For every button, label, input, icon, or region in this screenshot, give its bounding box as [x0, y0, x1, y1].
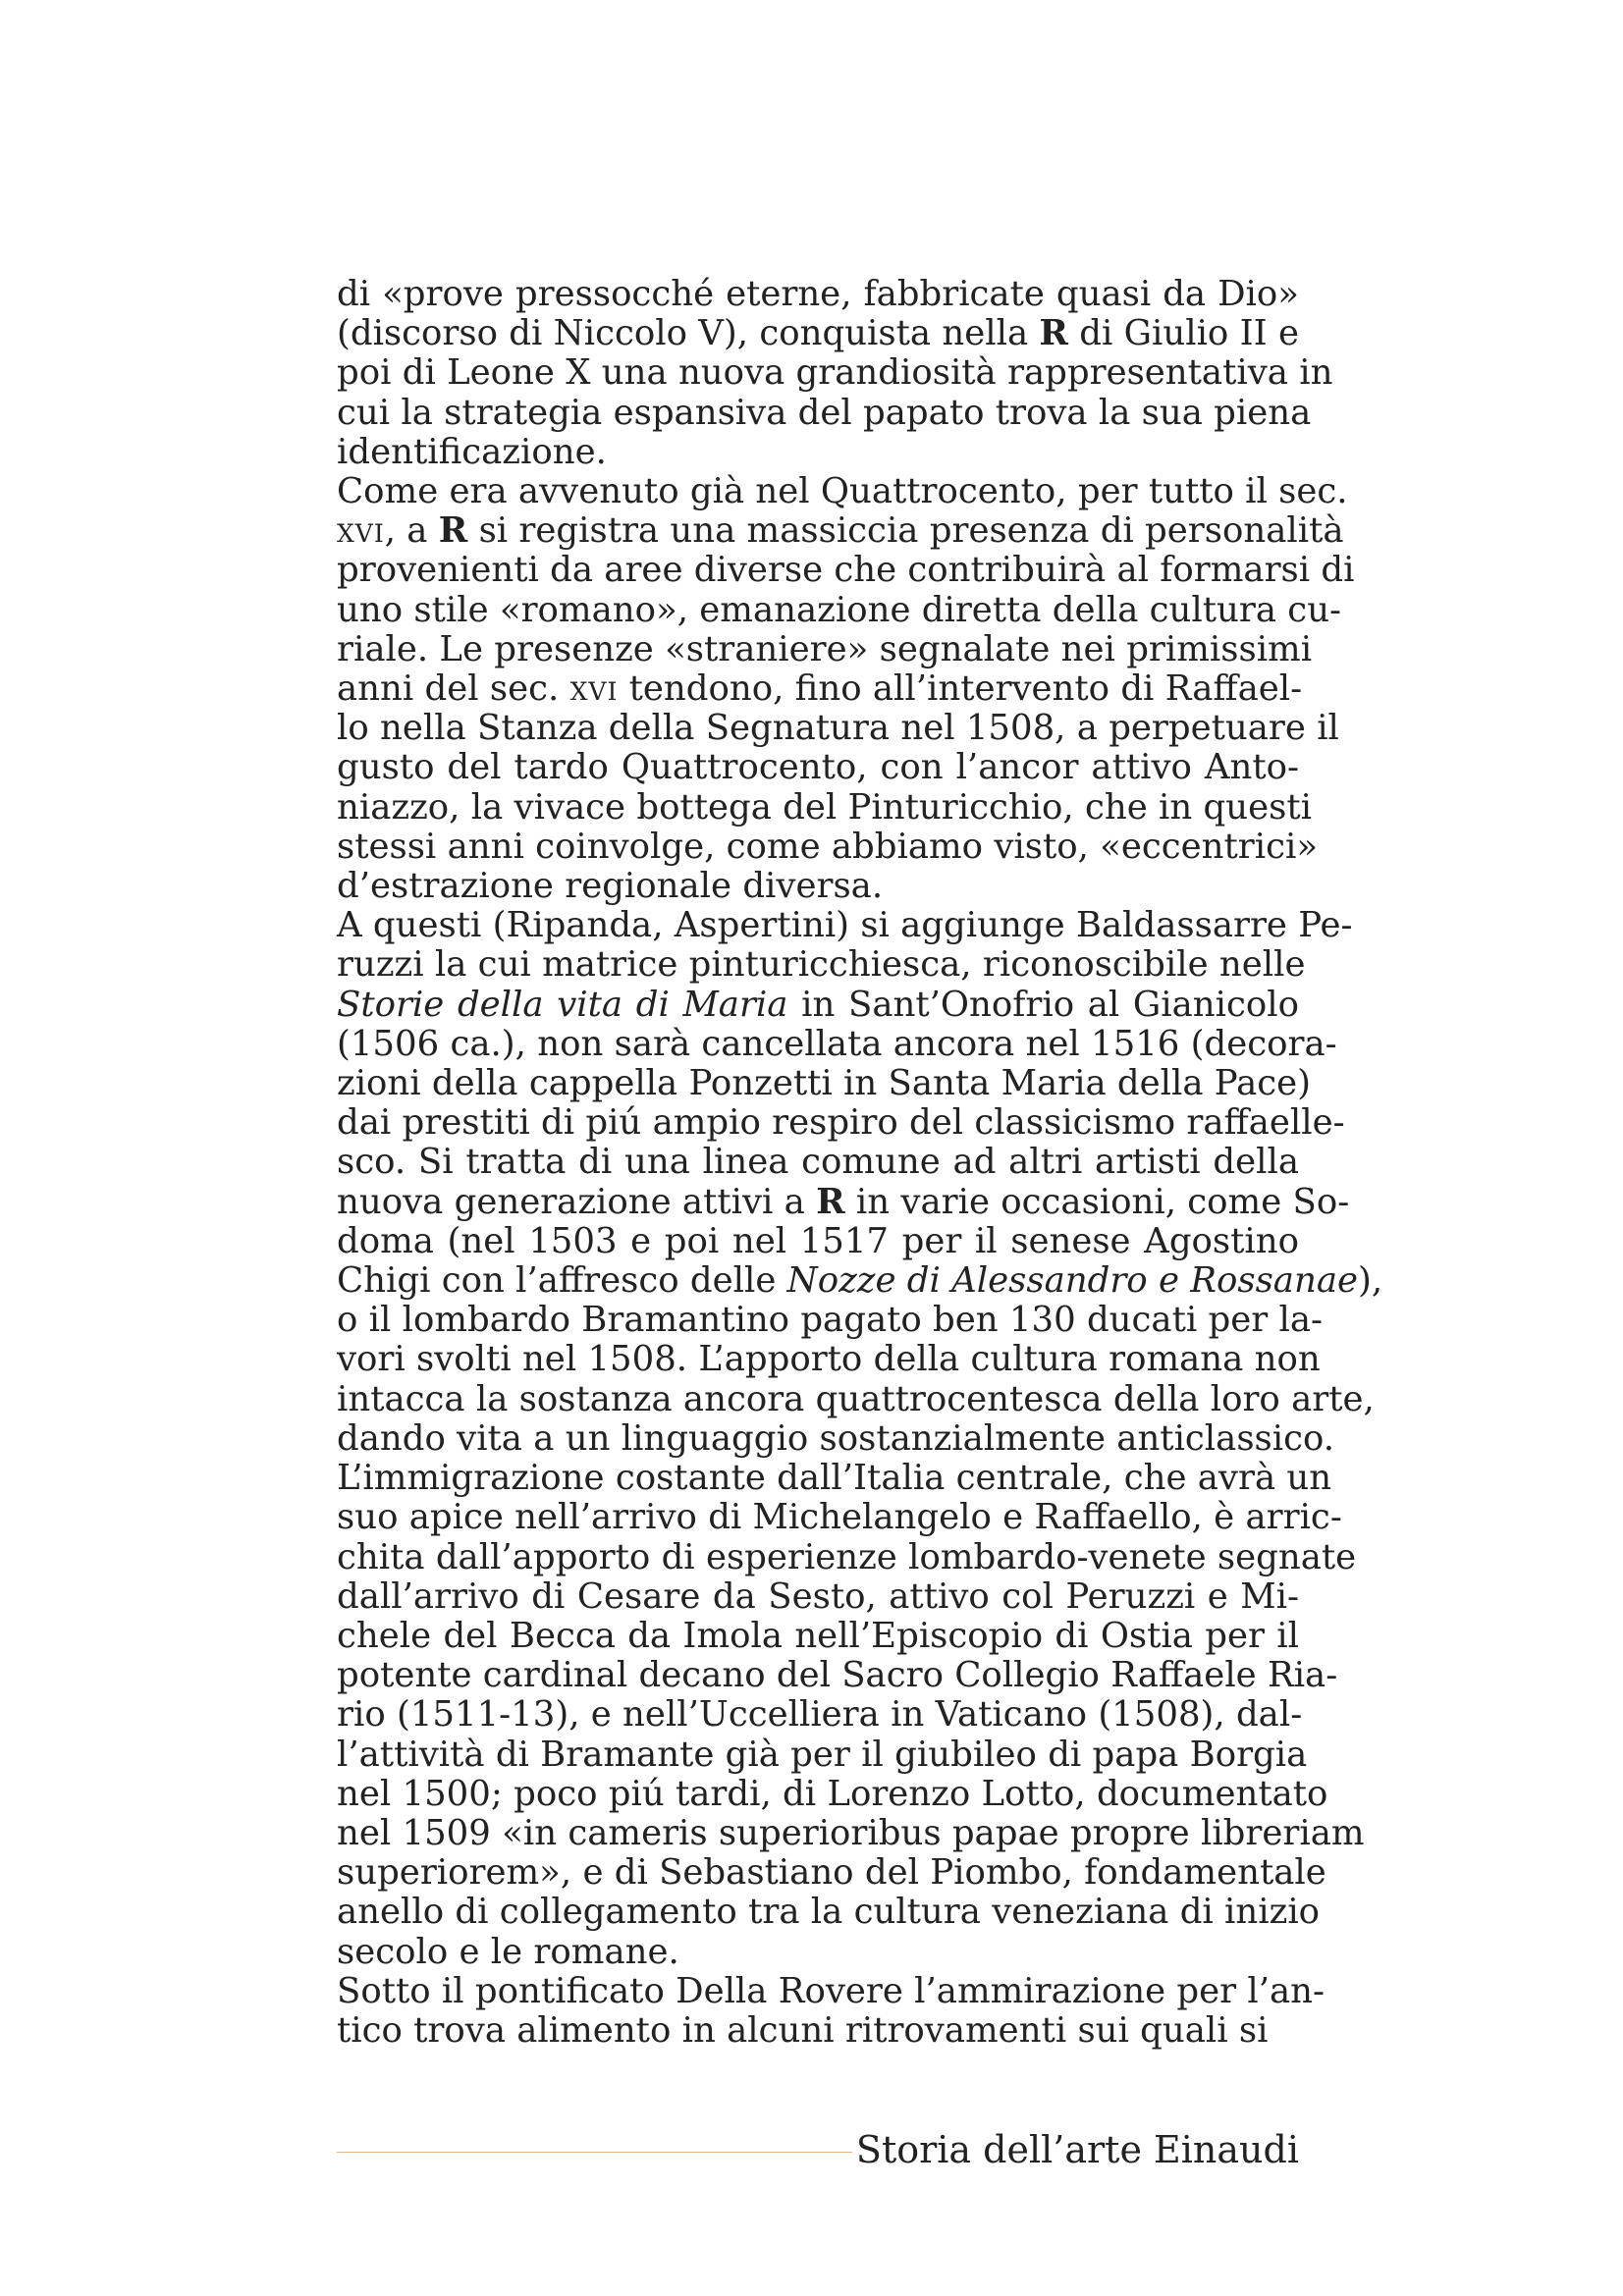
text-run: l’attività di Bramante già per il giubileo di papa Borgia: [337, 1734, 1308, 1775]
text-line: [337, 1655, 1338, 1696]
text-run: potente cardinal decano del Sacro Collegio Raffaele Ria-: [337, 1655, 1338, 1696]
text-line: [337, 1023, 1337, 1064]
text-run: tendono, fino all’intervento di Raffael-: [618, 668, 1303, 710]
text-line: [337, 471, 1348, 512]
text-line: [337, 275, 1299, 314]
text-run: vori svolti nel 1508. L’apporto della cultura romana non: [337, 1339, 1321, 1380]
text-run: Come era avvenuto già nel Quattrocento, per tutto il sec.: [337, 471, 1348, 512]
text-line: [337, 708, 1339, 749]
text-run: in Sant’Onofrio al Gianicolo: [787, 984, 1299, 1025]
text-run: in varie occasioni, come So-: [844, 1181, 1350, 1222]
text-run: chita dall’apporto di esperienze lombardo-venete segnate: [337, 1536, 1357, 1577]
text-run: stessi anni coinvolge, come abbiamo visto, «eccentrici»: [337, 826, 1319, 867]
text-line: [337, 433, 1299, 472]
text-run: identificazione.: [337, 431, 607, 472]
text-run: riale. Le presenze «straniere» segnalate nei primissimi: [337, 628, 1313, 669]
paragraph: [337, 1458, 1365, 1972]
text-run: L’immigrazione costante dall’Italia centrale, che avrà un: [337, 1458, 1332, 1499]
text-line: [337, 748, 1299, 787]
paragraph: [337, 1970, 1325, 2051]
text-line: [337, 352, 1333, 394]
text-line: [337, 1222, 1299, 1261]
text-run: nel 1500; poco piú tardi, di Lorenzo Lotto, documentato: [337, 1773, 1328, 1814]
text-run: Sotto il pontificato Della Rovere l’ammirazione per l’an-: [337, 1970, 1325, 2011]
text-run: anello di collegamento tra la cultura veneziana di inizio: [337, 1892, 1321, 1933]
text-run: zioni della cappella Ponzetti in Santa Maria della Pace): [337, 1063, 1311, 1104]
text-run: o il lombardo Bramantino pagato ben 130 ducati per la-: [337, 1300, 1324, 1341]
page-footer: [337, 2128, 1299, 2177]
text-run: dai prestiti di piú ampio respiro del classicismo raffaelle-: [337, 1102, 1345, 1144]
text-run: gusto del tardo Quattrocento, con l’ancor attivo Anto-: [337, 747, 1299, 788]
text-run: dando vita a un linguaggio sostanzialmente anticlassico.: [337, 1417, 1335, 1459]
text-line: [337, 1577, 1299, 1617]
text-run: rio (1511-13), e nell’Uccelliera in Vaticano (1508), dal-: [337, 1694, 1303, 1735]
text-line: [337, 1852, 1326, 1894]
text-run: , a: [384, 510, 439, 552]
text-run: uno stile «romano», emanazione diretta della cultura cu-: [337, 589, 1342, 630]
text-line: [337, 2011, 1299, 2051]
body-text: [337, 274, 1383, 2051]
text-line: [337, 1458, 1332, 1499]
paragraph: [337, 471, 1355, 907]
text-run: di «prove pressocché eterne, fabbricate quasi da Dio»: [337, 274, 1299, 314]
footer-title: Storia dell’arte Einaudi: [855, 2128, 1299, 2171]
text-line: [337, 1143, 1299, 1182]
paragraph: [337, 905, 1383, 1459]
text-line: [337, 1181, 1350, 1222]
text-line: [337, 1694, 1303, 1735]
small-caps-numeral: xvi: [337, 510, 385, 552]
text-line: [337, 786, 1312, 828]
text-run: ruzzi la cui matrice pinturicchiesca, riconoscibile nelle: [337, 944, 1306, 986]
italic-title: Nozze di Alessandro e Rossanae: [786, 1260, 1358, 1302]
text-run: Chigi con l’affresco delle: [337, 1260, 787, 1302]
text-line: [337, 1773, 1328, 1814]
text-line: [337, 314, 1299, 353]
text-run: superiorem», e di Sebastiano del Piombo, fondamentale: [337, 1852, 1326, 1894]
text-line: [337, 1339, 1321, 1380]
text-run: dall’arrivo di Cesare da Sesto, attivo col Peruzzi e Mi-: [337, 1575, 1299, 1617]
text-line: [337, 1933, 1299, 1972]
text-run: intacca la sostanza ancora quattrocentesca della loro arte,: [337, 1378, 1375, 1419]
text-run: A questi (Ripanda, Aspertini) si aggiunge Baldassarre Pe-: [337, 905, 1353, 946]
bold-abbreviation: R: [1039, 313, 1068, 354]
text-run: poi di Leone X una nuova grandiosità rappresentativa in: [337, 352, 1333, 394]
text-line: [337, 1300, 1324, 1341]
text-line: [337, 1260, 1383, 1302]
text-line: [337, 905, 1353, 946]
text-line: [337, 1617, 1299, 1656]
text-run: cui la strategia espansiva del papato trova la sua piena: [337, 392, 1312, 433]
text-run: anni del sec.: [337, 668, 570, 710]
italic-title: Storie della vita di Maria: [337, 984, 788, 1025]
text-run: suo apice nell’arrivo di Michelangelo e Raffaello, è arric-: [337, 1497, 1342, 1538]
paragraph: [337, 274, 1333, 472]
text-run: sco. Si tratta di una linea comune ad altri artisti della: [337, 1142, 1299, 1183]
text-run: provenienti da aree diverse che contribuirà al formarsi di: [337, 550, 1355, 591]
text-run: ),: [1358, 1260, 1383, 1302]
text-line: [337, 550, 1355, 591]
text-run: (discorso di Niccolo V), conquista nella: [337, 313, 1040, 354]
text-line: [337, 867, 1299, 906]
text-line: [337, 668, 1303, 710]
text-run: d’estrazione regionale diversa.: [337, 866, 884, 907]
text-run: tico trova alimento in alcuni ritrovamenti sui quali si: [337, 2009, 1269, 2051]
bold-abbreviation: R: [816, 1181, 845, 1222]
text-run: di Giulio II e: [1067, 313, 1299, 354]
text-line: [337, 1970, 1325, 2011]
text-line: [337, 392, 1312, 433]
text-line: [337, 1417, 1335, 1459]
text-line: [337, 510, 1344, 552]
text-line: [337, 589, 1342, 630]
text-run: doma (nel 1503 e poi nel 1517 per il senese Agostino: [337, 1220, 1299, 1261]
text-line: [337, 944, 1306, 986]
text-line: [337, 1378, 1375, 1419]
bold-abbreviation: R: [438, 510, 468, 552]
text-run: lo nella Stanza della Segnatura nel 1508, a perpetuare il: [337, 708, 1339, 749]
small-caps-numeral: xvi: [569, 668, 619, 710]
text-run: si registra una massiccia presenza di personalità: [467, 510, 1344, 552]
text-line: [337, 1892, 1321, 1933]
text-line: [337, 1734, 1308, 1775]
text-line: [337, 986, 1299, 1025]
text-run: chele del Becca da Imola nell’Episcopio di Ostia per il: [337, 1615, 1299, 1656]
text-line: [337, 1812, 1365, 1853]
text-line: [337, 1063, 1311, 1104]
text-line: [337, 826, 1319, 867]
text-line: [337, 628, 1313, 669]
text-run: niazzo, la vivace bottega del Pinturicchio, che in questi: [337, 786, 1312, 828]
text-run: nuova generazione attivi a: [337, 1181, 817, 1222]
text-line: [337, 1536, 1357, 1577]
text-run: nel 1509 «in cameris superioribus papae propre libreriam: [337, 1812, 1365, 1853]
text-line: [337, 1102, 1345, 1144]
text-line: [337, 1497, 1342, 1538]
text-run: (1506 ca.), non sarà cancellata ancora nel 1516 (decora-: [337, 1023, 1337, 1064]
text-run: secolo e le romane.: [337, 1931, 679, 1972]
footer-rule: [337, 2152, 852, 2153]
